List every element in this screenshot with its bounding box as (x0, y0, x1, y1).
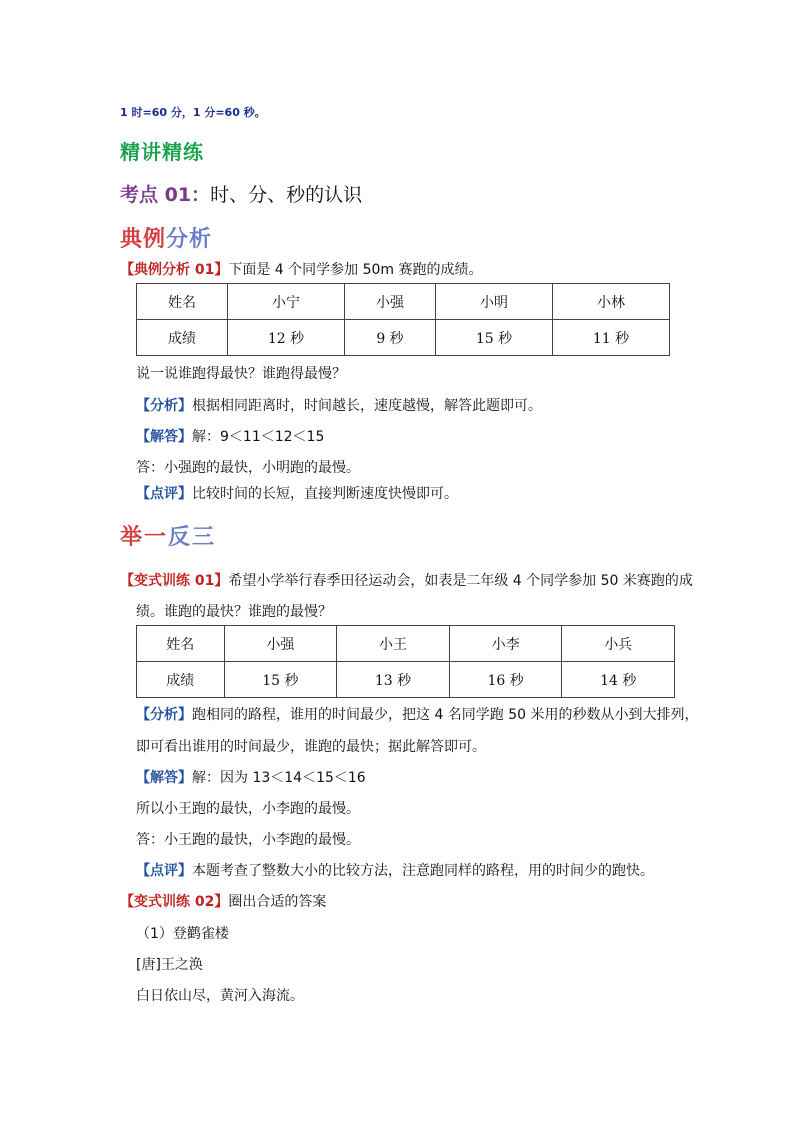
example-heading-part-a: 典例 (120, 226, 167, 252)
comment-text: 本题考查了整数大小的比较方法，注意跑同样的路程，用的时间少的跑快。 (192, 863, 654, 879)
practice-heading (120, 520, 216, 551)
table-cell: 11 秒 (553, 320, 670, 356)
example1-answer (136, 426, 324, 446)
variant1-answer-line2: 所以小王跑的最快，小李跑的最慢。 (136, 801, 360, 817)
answer-text: 解：9＜11＜12＜15 (192, 429, 325, 445)
topic-text: 时、分、秒的认识 (210, 184, 363, 206)
variant1-comment (136, 860, 654, 880)
answer-tag: 【解答】 (136, 770, 192, 786)
variant1-tag: 【变式训练 01】 (120, 573, 229, 589)
table-row (137, 320, 670, 356)
table-cell: 15 秒 (224, 662, 337, 698)
example1-answer-conclusion: 答：小强跑的最快，小明跑的最慢。 (136, 460, 360, 476)
answer-tag: 【解答】 (136, 429, 192, 445)
example1-score-table (136, 283, 670, 356)
variant1-question-text: 希望小学举行春季田径运动会，如表是二年级 4 个同学参加 50 米赛跑的成 (228, 573, 693, 589)
example1-tag: 【典例分析 01】 (120, 262, 229, 278)
example1-analysis (136, 395, 542, 415)
table-cell: 16 秒 (449, 662, 562, 698)
table-cell: 小王 (337, 626, 450, 662)
practice-heading-part-a: 举一 (120, 524, 169, 550)
variant1-question-line1 (120, 570, 693, 590)
table-row (137, 662, 675, 698)
poem-line: 白日依山尽，黄河入海流。 (136, 988, 304, 1004)
variant1-answer (136, 767, 366, 787)
variant1-score-table (136, 625, 675, 698)
example-heading-part-b: 分析 (166, 226, 213, 252)
variant1-question-line2: 绩。谁跑的最快？谁跑的最慢？ (136, 604, 332, 620)
comment-text: 比较时间的长短，直接判断速度快慢即可。 (192, 486, 458, 502)
table-row (137, 626, 675, 662)
table-cell: 小宁 (228, 284, 345, 320)
analysis-text: 根据相同距离时，时间越长，速度越慢，解答此题即可。 (192, 398, 542, 414)
table-cell: 小强 (224, 626, 337, 662)
table-cell: 成绩 (137, 320, 228, 356)
analysis-tag: 【分析】 (136, 707, 192, 723)
variant1-analysis-line1 (136, 704, 699, 724)
table-cell: 12 秒 (228, 320, 345, 356)
table-cell: 9 秒 (345, 320, 436, 356)
table-cell: 13 秒 (337, 662, 450, 698)
variant2-question-text: 圈出合适的答案 (228, 894, 327, 910)
variant1-analysis-line2: 即可看出谁用的时间最少，谁跑的最快；据此解答即可。 (136, 739, 486, 755)
poem-title: （1）登鹳雀楼 (136, 926, 229, 942)
variant2-tag: 【变式训练 02】 (120, 894, 229, 910)
table-cell: 15 秒 (436, 320, 553, 356)
table-cell: 姓名 (137, 284, 228, 320)
table-cell: 成绩 (137, 662, 225, 698)
table-cell: 小李 (449, 626, 562, 662)
analysis-text: 跑相同的路程，谁用的时间最少，把这 4 名同学跑 50 米用的秒数从小到大排列， (192, 707, 699, 723)
table-cell: 小林 (553, 284, 670, 320)
topic-label: 考点 01： (120, 184, 211, 206)
table-cell: 14 秒 (562, 662, 675, 698)
example1-ask: 说一说谁跑得最快？谁跑得最慢？ (136, 366, 346, 382)
answer-text: 解：因为 13＜14＜15＜16 (192, 770, 366, 786)
variant2-question (120, 891, 326, 911)
table-cell: 小明 (436, 284, 553, 320)
topic-heading (120, 180, 362, 207)
table-cell: 小强 (345, 284, 436, 320)
example-analysis-heading (120, 222, 212, 253)
example1-comment (136, 483, 458, 503)
analysis-tag: 【分析】 (136, 398, 192, 414)
practice-heading-part-b: 反三 (168, 524, 217, 550)
example1-question-text: 下面是 4 个同学参加 50m 赛跑的成绩。 (228, 262, 483, 278)
time-conversion-note: 1 时=60 分，1 分=60 秒。 (120, 106, 266, 119)
table-row (137, 284, 670, 320)
table-cell: 姓名 (137, 626, 225, 662)
table-cell: 小兵 (562, 626, 675, 662)
comment-tag: 【点评】 (136, 863, 192, 879)
section-heading: 精讲精练 (120, 140, 204, 164)
variant1-answer-conclusion: 答：小王跑的最快，小李跑的最慢。 (136, 832, 360, 848)
comment-tag: 【点评】 (136, 486, 192, 502)
poem-author: [唐]王之涣 (136, 957, 203, 973)
example1-question (120, 259, 483, 279)
